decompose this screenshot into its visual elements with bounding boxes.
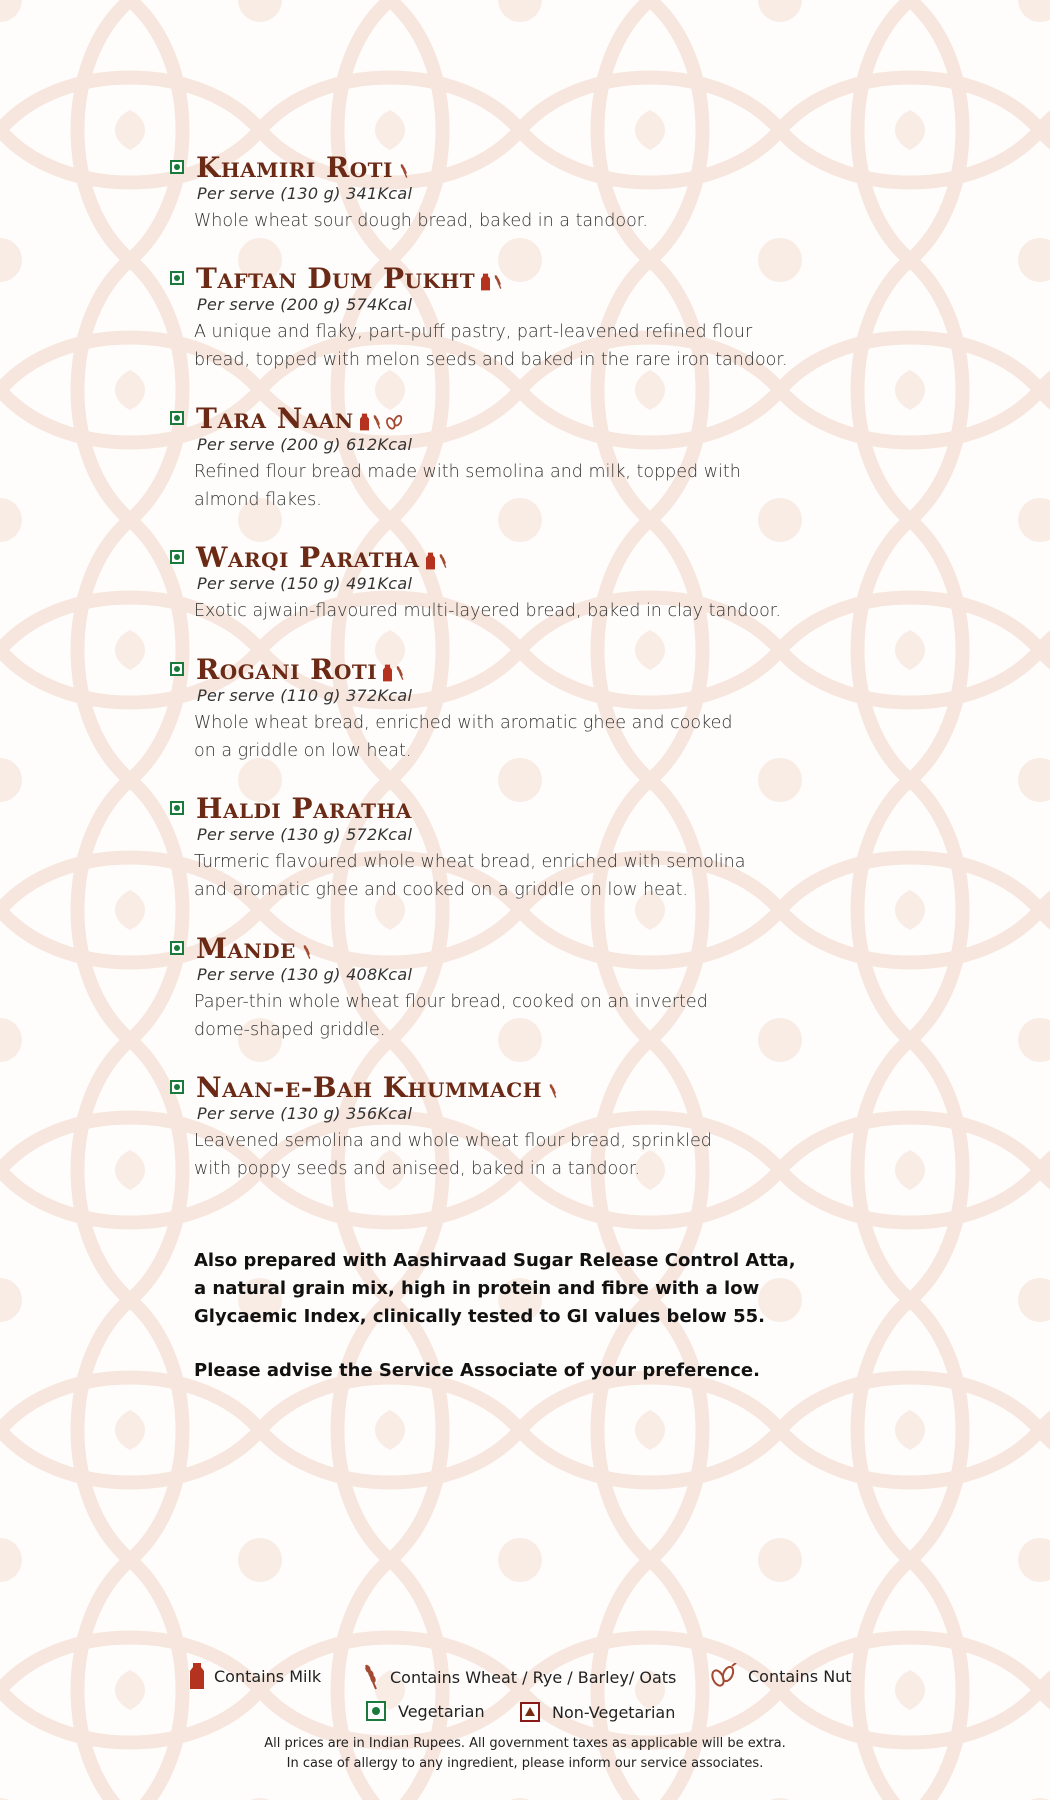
item-description: Whole wheat bread, enriched with aromatic ghee and cooked on a griddle on low heat. — [194, 713, 733, 761]
legend-wheat-label: Contains Wheat / Rye / Barley/ Oats — [390, 1667, 677, 1687]
item-title: Warqi Paratha — [196, 542, 451, 577]
milk-icon — [360, 405, 372, 438]
milk-icon — [426, 544, 438, 577]
item-description: Paper-thin whole wheat flour bread, cooked on an inverted dome-shaped griddle. — [194, 992, 708, 1040]
advice-note — [194, 1357, 834, 1385]
footer-prices: All prices are in Indian Rupees. All government taxes as applicable will be extra. — [264, 1736, 786, 1751]
item-description: Leavened semolina and whole wheat flour bread, sprinkled with poppy seeds and aniseed, baked in a tandoor. — [194, 1131, 712, 1179]
nut-icon — [710, 1663, 738, 1689]
legend-wheat — [362, 1663, 676, 1691]
note-line: a natural grain mix, high in protein and fibre with a low — [194, 1278, 760, 1299]
item-description: A unique and flaky, part-puff pastry, part-leavened refined flour bread, topped with melon seeds and baked in the rare iron tandoor. — [194, 322, 788, 370]
legend-milk — [190, 1663, 321, 1689]
nut-icon — [385, 405, 408, 438]
vegetarian-icon — [366, 1701, 386, 1721]
legend-nut — [710, 1663, 852, 1689]
vegetarian-mark-icon — [170, 941, 184, 955]
item-title: Tara Naan — [196, 403, 408, 438]
legend-veg-label: Vegetarian — [398, 1701, 485, 1721]
vegetarian-mark-icon — [170, 411, 184, 425]
wheat-icon — [362, 1663, 380, 1691]
advice-line: Please advise the Service Associate of your preference. — [194, 1360, 760, 1381]
legend-veg — [366, 1701, 485, 1721]
vegetarian-mark-icon — [170, 550, 184, 564]
item-serving-info: Per serve (200 g) 612Kcal — [197, 435, 413, 454]
wheat-icon — [395, 656, 408, 689]
wheat-icon — [399, 154, 412, 187]
legend-nonveg — [520, 1702, 675, 1722]
milk-icon — [481, 265, 493, 298]
item-title: Mande — [196, 933, 315, 968]
item-serving-info: Per serve (130 g) 356Kcal — [197, 1104, 413, 1123]
wheat-icon — [302, 935, 315, 968]
item-title: Haldi Paratha — [196, 792, 412, 825]
wheat-icon — [438, 544, 451, 577]
item-description: Exotic ajwain-flavoured multi-layered bread, baked in clay tandoor. — [194, 601, 781, 621]
note-line: Also prepared with Aashirvaad Sugar Release Control Atta, — [194, 1250, 796, 1271]
item-serving-info: Per serve (200 g) 574Kcal — [197, 295, 413, 314]
legend-nut-label: Contains Nut — [748, 1666, 852, 1686]
item-serving-info: Per serve (150 g) 491Kcal — [197, 574, 413, 593]
item-description: Turmeric flavoured whole wheat bread, enriched with semolina and aromatic ghee and cooked on a griddle on low heat. — [194, 852, 746, 900]
item-title: Taftan Dum Pukht — [196, 263, 506, 298]
item-serving-info: Per serve (130 g) 572Kcal — [197, 825, 413, 844]
wheat-icon — [372, 405, 385, 438]
vegetarian-mark-icon — [170, 271, 184, 285]
milk-icon — [190, 1663, 204, 1689]
item-serving-info: Per serve (110 g) 372Kcal — [197, 686, 413, 705]
item-serving-info: Per serve (130 g) 341Kcal — [197, 184, 413, 203]
milk-icon — [383, 656, 395, 689]
vegetarian-mark-icon — [170, 160, 184, 174]
vegetarian-mark-icon — [170, 662, 184, 676]
note-line: Glycaemic Index, clinically tested to GI values below 55. — [194, 1306, 765, 1327]
legend-nonveg-label: Non-Vegetarian — [552, 1702, 676, 1722]
footer-allergy: In case of allergy to any ingredient, please inform our service associates. — [286, 1756, 764, 1771]
item-description: Whole wheat sour dough bread, baked in a tandoor. — [194, 211, 648, 231]
wheat-icon — [548, 1074, 561, 1107]
wheat-icon — [493, 265, 506, 298]
item-title: Khamiri Roti — [196, 152, 412, 187]
item-title: Rogani Roti — [196, 654, 408, 689]
item-title: Naan-e-Bah Khummach — [196, 1072, 561, 1107]
vegetarian-mark-icon — [170, 801, 184, 815]
item-serving-info: Per serve (130 g) 408Kcal — [197, 965, 413, 984]
legend-milk-label: Contains Milk — [214, 1666, 322, 1686]
item-description: Refined flour bread made with semolina and milk, topped with almond flakes. — [194, 462, 741, 510]
vegetarian-mark-icon — [170, 1080, 184, 1094]
footer-disclaimer — [0, 1734, 1050, 1774]
non-vegetarian-icon — [520, 1702, 540, 1722]
atta-note — [194, 1247, 834, 1331]
